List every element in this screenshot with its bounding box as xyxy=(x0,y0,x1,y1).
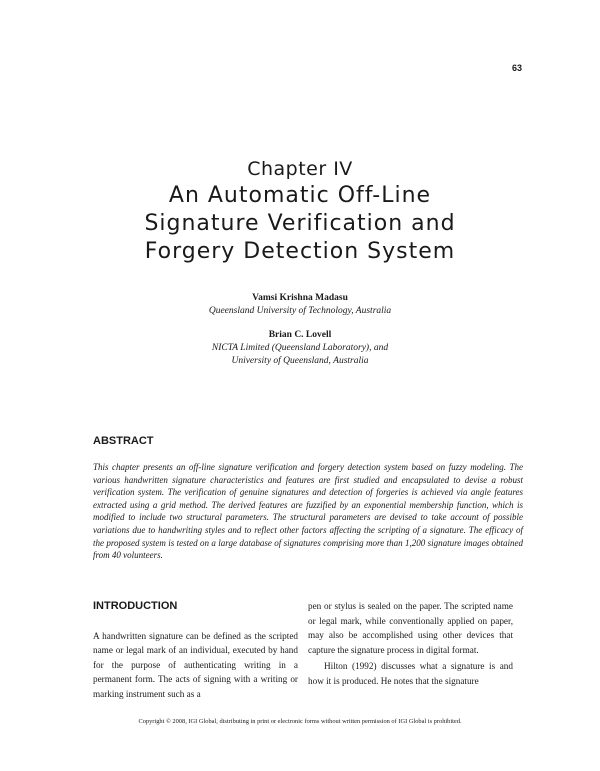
author-affiliation: University of Queensland, Australia xyxy=(231,356,369,366)
author-block-1 xyxy=(0,292,600,318)
body-paragraph: Hilton (1992) discusses what a signature is and how it is produced. He notes that the signature xyxy=(308,661,513,686)
abstract-heading: ABSTRACT xyxy=(93,435,154,447)
author-affiliation: Queensland University of Technology, Australia xyxy=(208,306,392,316)
author-name: Brian C. Lovell xyxy=(268,330,332,340)
left-column xyxy=(93,599,298,702)
chapter-title xyxy=(0,182,600,266)
author-block-2 xyxy=(0,329,600,368)
right-column xyxy=(308,599,513,689)
introduction-heading: INTRODUCTION xyxy=(93,600,178,612)
chapter-title-line: Signature Verification and xyxy=(144,211,456,236)
chapter-title-line: An Automatic Off-Line xyxy=(168,183,432,208)
body-paragraph: A handwritten signature can be defined as the scripted name or legal mark of an individual, executed by hand for the purpose of authenticating writing in a permanent form. The acts of signing with a writing or marking instrument such as a xyxy=(93,630,298,699)
body-paragraph: pen or stylus is sealed on the paper. The scripted name or legal mark, while conventionally applied on paper, may also be accomplished using other devices that capture the signature process in digital format. xyxy=(308,601,513,655)
author-name: Vamsi Krishna Madasu xyxy=(252,293,348,303)
author-affiliation: NICTA Limited (Queensland Laboratory), and xyxy=(211,343,389,353)
copyright-notice: Copyright © 2008, IGI Global, distributing in print or electronic forms without written permission of IGI Global is prohibited. xyxy=(138,718,462,725)
page-number: 63 xyxy=(511,63,522,73)
chapter-title-line: Forgery Detection System xyxy=(144,239,456,264)
chapter-label: Chapter IV xyxy=(247,158,353,180)
abstract-text: This chapter presents an off-line signature verification and forgery detection system based on fuzzy modeling. The various handwritten signature characteristics and features are first studied and encapsulated to devise a robust verification system. The verification of genuine signatures and detection of forgeries is achieved via angle features extracted using a grid method. The derived features are fuzzified by an exponential membership function, which is modified to include two structural parameters. The structural parameters are devised to take account of possible variations due to handwriting styles and to reflect other factors affecting the scripting of a signature. The efficacy of the proposed system is tested on a large database of signatures comprising more than 1,200 signature images obtained from 40 volunteers. xyxy=(93,462,523,561)
